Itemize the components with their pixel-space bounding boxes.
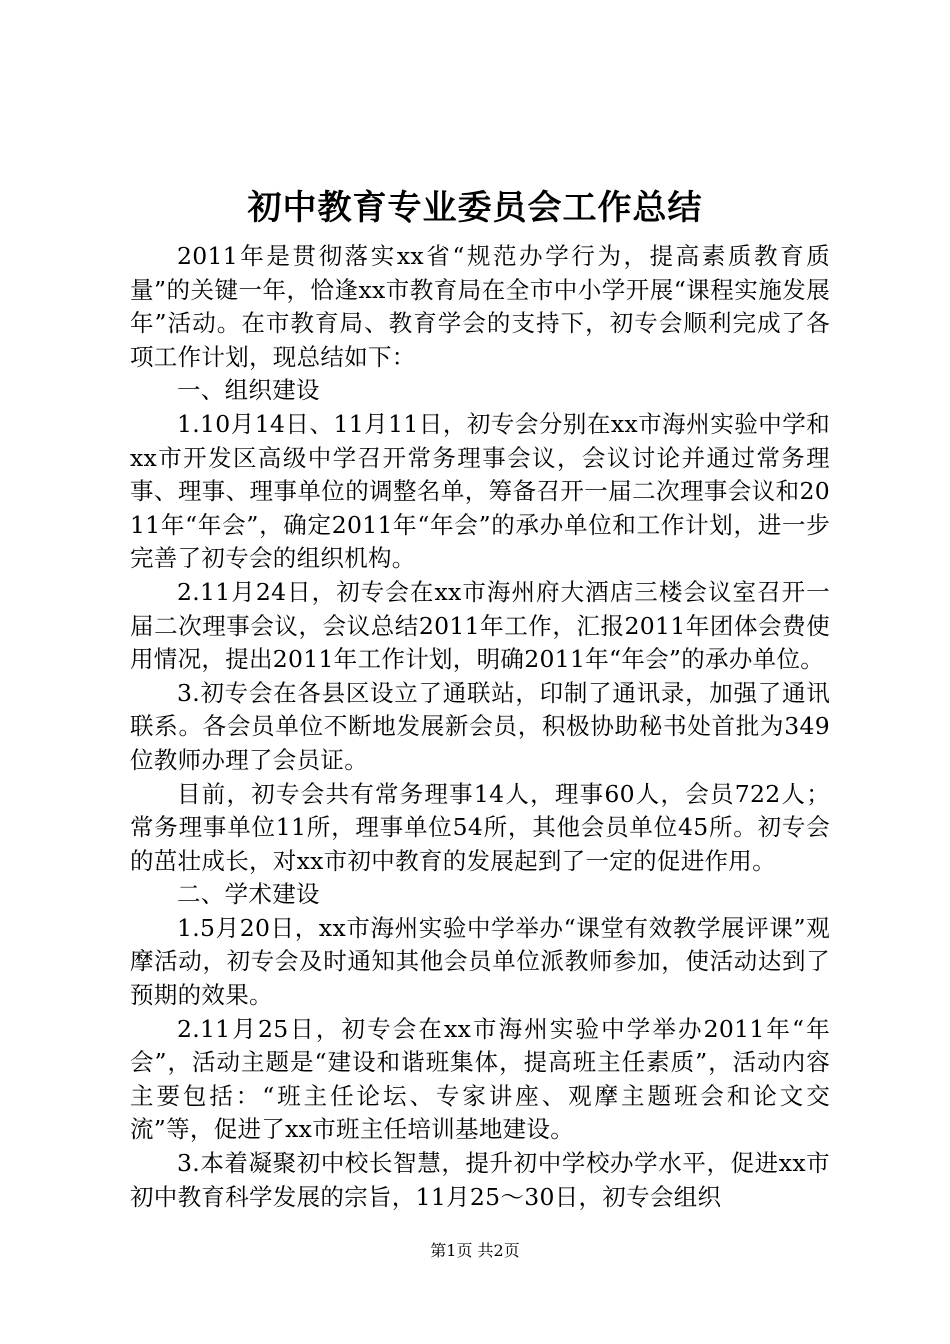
section-heading-organization: 一、组织建设 [177, 376, 320, 405]
paragraph-organization-2: 2.11月24日，初专会在xx市海州府大酒店三楼会议室召开一届二次理事会议，会议总结2011年工作，汇报2011年团体会费使用情况，提出2011年工作计划，明确2011年“年会”的承办单位。 [130, 577, 830, 674]
paragraph-academic-1: 1.5月20日，xx市海州实验中学举办“课堂有效教学展评课”观摩活动，初专会及时通知其他会员单位派教师参加，使活动达到了预期的效果。 [130, 913, 830, 1010]
paragraph-academic-2: 2.11月25日，初专会在xx市海州实验中学举办2011年“年会”，活动主题是“建设和谐班集体，提高班主任素质”，活动内容主要包括：“班主任论坛、专家讲座、观摩主题班会和论文交流”等，促进了xx市班主任培训基地建设。 [130, 1014, 830, 1144]
paragraph-organization-1: 1.10月14日、11月11日，初专会分别在xx市海州实验中学和xx市开发区高级中学召开常务理事会议，会议讨论并通过常务理事、理事、理事单位的调整名单，筹备召开一届二次理事会议和2011年“年会”，确定2011年“年会”的承办单位和工作计划，进一步完善了初专会的组织机构。 [130, 409, 830, 573]
paragraph-organization-3: 3.初专会在各县区设立了通联站，印制了通讯录，加强了通讯联系。各会员单位不断地发展新会员，积极协助秘书处首批为349位教师办理了会员证。 [130, 678, 830, 774]
section-heading-academic: 二、学术建设 [177, 880, 320, 909]
page-number-footer: 第1页 共2页 [430, 1241, 520, 1260]
document-title: 初中教育专业委员会工作总结 [247, 188, 703, 228]
document-body [130, 240, 830, 1214]
paragraph-academic-3: 3.本着凝聚初中校长智慧，提升初中学校办学水平，促进xx市初中教育科学发展的宗旨，11月25～30日，初专会组织 [130, 1149, 830, 1211]
paragraph-organization-summary: 目前，初专会共有常务理事14人，理事60人，会员722人；常务理事单位11所，理事单位54所，其他会员单位45所。初专会的茁壮成长，对xx市初中教育的发展起到了一定的促进作用。 [130, 779, 830, 875]
paragraph-intro: 2011年是贯彻落实xx省“规范办学行为，提高素质教育质量”的关键一年，恰逢xx市教育局在全市中小学开展“课程实施发展年”活动。在市教育局、教育学会的支持下，初专会顺利完成了各项工作计划，现总结如下： [130, 242, 830, 371]
